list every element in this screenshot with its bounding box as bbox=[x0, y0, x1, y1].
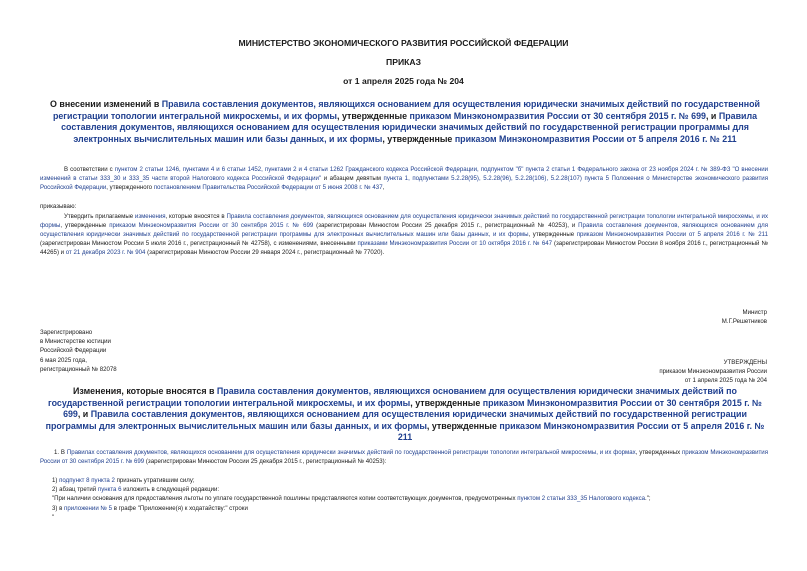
approved-line: от 1 апреля 2025 года № 204 bbox=[684, 377, 767, 385]
approve-paragraph bbox=[40, 212, 768, 257]
item-1-text: 1. В bbox=[54, 449, 67, 456]
registration-line: Зарегистрировано bbox=[40, 329, 93, 336]
quote-text: "При наличии основания для предоставления льготы по уплате государственной пошлины представляются копии соответствующих документов, предусмотренных bbox=[52, 495, 518, 503]
registration-line: в Министерстве юстиции bbox=[40, 338, 111, 346]
preamble-link-decree-437[interactable]: постановлением Правительства Российской Федерации от 5 июня 2008 г. № 437 bbox=[153, 184, 383, 191]
changes-title-text: , и bbox=[77, 409, 91, 419]
approve-text: (зарегистрирован Минюстом России 29 января 2024 г., регистрационный № 77020). bbox=[145, 249, 385, 256]
preamble-link-regulation[interactable]: пункта 1, подпунктами 5.2.28(95), 5.2.28(96), 5.2.28(106), 5.2.28(107) пункта 5 Положения о Министерстве экономического развития Российской Федерации bbox=[40, 175, 768, 191]
quote-line bbox=[52, 494, 651, 503]
item-1-link-order-699[interactable]: приказом Минэкономразвития России от 30 сентября 2015 г. № 699 bbox=[40, 449, 768, 465]
preamble-paragraph bbox=[40, 165, 768, 192]
ministry-header: МИНИСТЕРСТВО ЭКОНОМИЧЕСКОГО РАЗВИТИЯ РОССИЙСКОЙ ФЕДЕРАЦИИ bbox=[238, 38, 569, 48]
quote-mark: " bbox=[52, 513, 55, 521]
registration-line: 6 мая 2025 года, bbox=[40, 356, 87, 364]
approve-text: (зарегистрирован Минюстом России 25 декабря 2015 г., регистрационный № 40253), и bbox=[313, 222, 579, 229]
signer-position: Министр bbox=[742, 309, 767, 316]
sub-item-1 bbox=[52, 476, 651, 485]
title-link-order-211[interactable]: приказом Минэкономразвития России от 5 апреля 2016 г. № 211 bbox=[454, 133, 737, 144]
document-title bbox=[40, 99, 770, 145]
sub-item-text: изложить в следующей редакции: bbox=[121, 486, 220, 494]
item-1-text: , утвержденных bbox=[635, 449, 682, 456]
approve-text: Утвердить прилагаемые bbox=[64, 213, 135, 220]
preamble-text: , утвержденного bbox=[106, 184, 154, 191]
approve-link-order-699[interactable]: приказом Минэкономразвития России от 30 сентября 2015 г. № 699 bbox=[109, 222, 314, 229]
title-text: , утвержденные bbox=[337, 110, 410, 121]
sub-item-3 bbox=[52, 504, 651, 513]
item-1-paragraph bbox=[40, 448, 768, 466]
approve-link-rules-software[interactable]: Правила составления документов, являющихся основанием для осуществления юридически значимых действий по государственной регистрации программы для электронных вычислительных машин или базы данных, и их формы bbox=[40, 222, 768, 238]
approve-link-order-647[interactable]: приказами Минэкономразвития России от 10 октября 2016 г. № 647 bbox=[357, 240, 552, 247]
approve-link-rules-ic[interactable]: Правила составления документов, являющихся основанием для осуществления юридически значимых действий по государственной регистрации топологии интегральной микросхемы, и их формы bbox=[40, 213, 768, 229]
changes-title-link-rules-ic[interactable]: Правила составления документов, являющихся основанием для осуществления юридически значимых действий по государственной регистрации топологии интегральной микросхемы, и их формы bbox=[48, 386, 737, 408]
changes-title bbox=[40, 386, 770, 444]
approve-link-changes[interactable]: изменения bbox=[134, 213, 166, 220]
registration-line: Российской Федерации bbox=[40, 347, 107, 355]
changes-title-text: Изменения, которые вносятся в bbox=[73, 386, 217, 396]
signer-name: М.Г.Решетников bbox=[721, 318, 767, 326]
signature-block bbox=[722, 308, 767, 326]
document-type: ПРИКАЗ bbox=[386, 57, 421, 67]
registration-block bbox=[40, 328, 117, 374]
sub-item-text: признать утратившим силу; bbox=[114, 477, 195, 484]
title-text: , утвержденные bbox=[382, 133, 455, 144]
item-1-text: (зарегистрирован Минюстом России 25 декабря 2015 г., регистрационный № 40253): bbox=[144, 458, 387, 465]
changes-title-link-order-699[interactable]: приказом Минэкономразвития России от 30 сентября 2015 г. № 699 bbox=[63, 397, 762, 419]
quote-text: ."; bbox=[645, 495, 651, 503]
sub-item-1-link[interactable]: подпункт 8 пункта 2 bbox=[59, 477, 115, 484]
approve-text: , которые вносятся в bbox=[165, 213, 227, 220]
changes-title-text: , утвержденные bbox=[410, 397, 483, 408]
title-link-order-699[interactable]: приказом Минэкономразвития России от 30 сентября 2015 г. № 699 bbox=[409, 110, 706, 121]
changes-title-link-order-211[interactable]: приказом Минэкономразвития России от 5 апреля 2016 г. № 211 bbox=[397, 420, 765, 442]
approve-text: , утвержденные bbox=[528, 231, 577, 238]
sub-item-text: 3) в bbox=[52, 504, 65, 512]
changes-title-text: , утвержденные bbox=[426, 420, 500, 431]
sub-item-3-link[interactable]: приложении № 5 bbox=[64, 504, 113, 512]
title-link-rules-software[interactable]: Правила составления документов, являющихся основанием для осуществления юридически значимых действий по государственной регистрации программы для электронных вычислительных машин или базы данных, и их формы bbox=[61, 110, 758, 144]
approve-text: , утвержденные bbox=[60, 222, 110, 229]
sub-item-text: 1) bbox=[52, 477, 60, 484]
sub-item-2 bbox=[52, 485, 651, 494]
approve-text: (зарегистрирован Минюстом России 5 июля 2016 г., регистрационный № 42758), с изменениями, внесенными bbox=[40, 240, 358, 247]
item-1-link-rules-ic[interactable]: Правилах составления документов, являющихся основанием для осуществления юридически значимых действий по государственной регистрации топологии интегральной микросхемы, и их формах bbox=[66, 449, 636, 456]
approved-block bbox=[659, 358, 767, 386]
approved-line: приказом Минэкономразвития России bbox=[659, 368, 767, 376]
sub-item-text: 2) абзац третий bbox=[52, 486, 98, 494]
sub-items-list bbox=[52, 476, 651, 522]
preamble-link-civil-code[interactable]: пунктом 2 статьи 1246, пунктами 4 и 6 статьи 1452, пунктами 2 и 4 статьи 1262 Гражданского кодекса Российской Федерации, подпунктом "б" пункта 2 статьи 1 Федерального закона от 23 ноября 2024 г. № 389-ФЗ "О внесении изменений в статьи 333_30 и 333_35 части второй Налогового кодекса Российской Федерации" bbox=[40, 166, 769, 182]
approve-link-order-211[interactable]: приказом Минэкономразвития России от 5 апреля 2016 г. № 211 bbox=[576, 231, 768, 238]
title-text: , и bbox=[705, 110, 719, 121]
quote-link-tax-code[interactable]: пунктом 2 статьи 333_35 Налогового кодекса bbox=[517, 495, 646, 503]
title-link-rules-ic[interactable]: Правила составления документов, являющихся основанием для осуществления юридически значимых действий по государственной регистрации топологии интегральной микросхемы, и их формы bbox=[52, 99, 760, 121]
preamble-text: , bbox=[382, 184, 385, 191]
changes-title-link-rules-software[interactable]: Правила составления документов, являющихся основанием для осуществления юридически значимых действий по государственной регистрации программы для электронных вычислительных машин или базы данных, и их формы bbox=[45, 409, 747, 431]
title-text: О внесении изменений в bbox=[50, 99, 162, 109]
approve-text: (зарегистрирован Минюстом России 8 ноября 2016 г., регистрационный № 44265) и bbox=[40, 240, 768, 256]
sub-item-2-link[interactable]: пункта 6 bbox=[97, 486, 122, 494]
sub-item-text: в графе "Приложение(я) к ходатайству:" строки bbox=[112, 504, 248, 512]
order-word: приказываю: bbox=[40, 203, 77, 210]
preamble-text: и абзацем девятым bbox=[321, 175, 384, 182]
preamble-text: В соответствии с bbox=[64, 166, 115, 173]
approve-link-order-904[interactable]: от 21 декабря 2023 г. № 904 bbox=[65, 249, 146, 256]
document-date-number: от 1 апреля 2025 года № 204 bbox=[343, 76, 464, 86]
approved-line: УТВЕРЖДЕНЫ bbox=[723, 359, 767, 366]
registration-line: регистрационный № 82078 bbox=[40, 365, 117, 373]
